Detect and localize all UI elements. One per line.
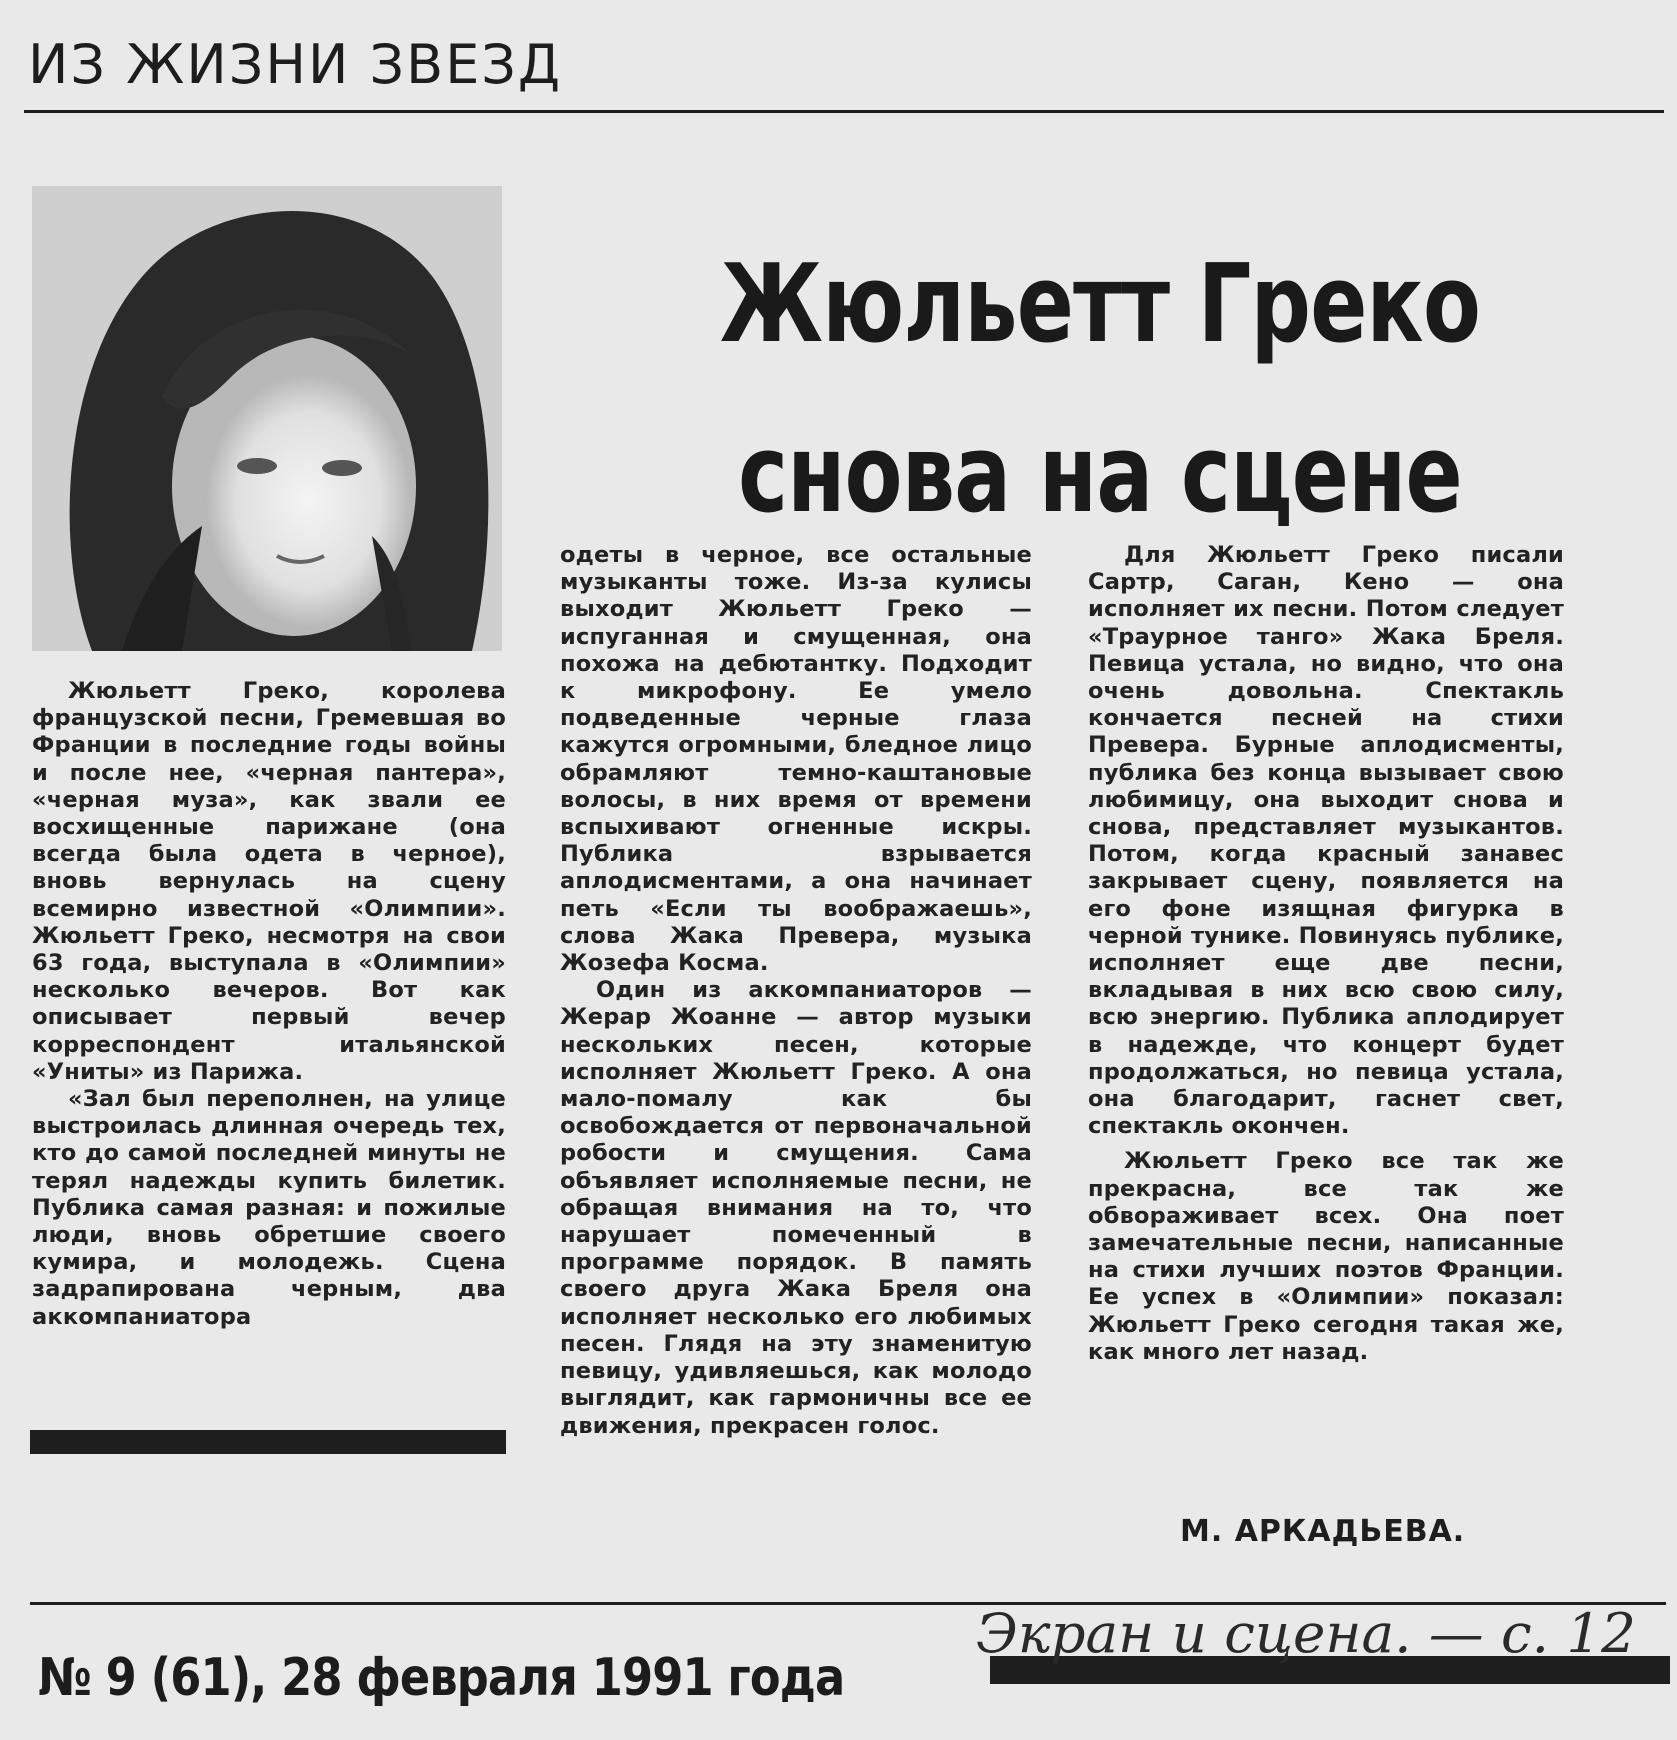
portrait-photo bbox=[32, 186, 502, 651]
paragraph: Один из аккомпаниаторов — Жерар Жоанне — автор музыки нескольких песен, которые исполняет Жюльетт Греко. А она мало-помалу как бы освобождается от первоначальной робости и смущения. Сама объявляет исполняемые песни, не обращая внимания на то, что нарушает помеченный в программе порядок. В память своего друга Жака Бреля она исполняет несколько его любимых песен. Глядя на эту знаменитую певицу, удивляешься, как молодо выглядит, как гармоничны все ее движения, прекрасен голос. bbox=[560, 977, 1032, 1439]
handwritten-note bbox=[970, 1590, 1650, 1685]
paragraph: одеты в черное, все остальные музыканты тоже. Из-за кулисы выходит Жюльетт Греко — испуганная и смущенная, она похожа на дебютантку. Подходит к микрофону. Ее умело подведенные черные глаза кажутся огромными, бледное лицо обрамляют темно-каштановые волосы, в них время от времени вспыхивают огненные искры. Публика взрывается аплодисментами, а она начинает петь «Если ты воображаешь», слова Жака Превера, музыка Жозефа Косма. bbox=[560, 542, 1032, 977]
paragraph: «Зал был переполнен, на улице выстроилась длинная очередь тех, кто до самой последней минуты не терял надежды купить билетик. Публика самая разная: и пожилые люди, вновь обретшие своего кумира, и молодежь. Сцена задрапирована черным, два аккомпаниатора bbox=[32, 1086, 506, 1330]
paragraph: Для Жюльетт Греко писали Сартр, Саган, Кено — она исполняет их песни. Потом следует «Траурное танго» Жака Бреля. Певица устала, но видно, что она очень довольна. Спектакль кончается песней на стихи Превера. Бурные аплодисменты, публика без конца вызывает свою любимицу, она выходит снова и снова, представляет музыкантов. Потом, когда красный занавес закрывает сцену, появляется на его фоне изящная фигурка в черной тунике. Повинуясь публике, исполняет еще две песни, вкладывая в них всю свою силу, всю энергию. Публика аплодирует в надежде, что концерт будет продолжаться, но певица устала, она благодарит, гаснет свет, спектакль окончен. bbox=[1088, 542, 1564, 1140]
rubric-heading: ИЗ ЖИЗНИ ЗВЕЗД bbox=[28, 33, 563, 96]
paragraph: Жюльетт Греко все так же прекрасна, все так же обвораживает всех. Она поет замечательные песни, написанные на стихи лучших поэтов Франции. Ее успех в «Олимпии» показал: Жюльетт Греко сегодня такая же, как много лет назад. bbox=[1088, 1148, 1564, 1365]
headline-line-2: снова на сцене bbox=[738, 412, 1462, 537]
top-rule bbox=[24, 110, 1664, 113]
handwritten-note-drawing bbox=[970, 1590, 1650, 1685]
paragraph: Жюльетт Греко, королева французской песни, Гремевшая во Франции в последние годы войны и после нее, «черная пантера», «черная муза», как звали ее восхищенные парижане (она всегда была одета в черное), вновь вернулась на сцену всемирно известной «Олимпии». Жюльетт Греко, несмотря на свои 63 года, выступала в «Олимпии» несколько вечеров. Вот как описывает первый вечер корреспондент итальянской «Униты» из Парижа. bbox=[32, 678, 506, 1085]
portrait-photo-icon bbox=[32, 186, 502, 651]
headline bbox=[710, 220, 1490, 560]
article-column-2 bbox=[560, 542, 1032, 1440]
author-signature: М. АРКАДЬЕВА. bbox=[1180, 1514, 1466, 1549]
column-1-end-bar bbox=[30, 1430, 506, 1454]
headline-line-1: Жюльетт Греко bbox=[719, 242, 1481, 367]
issue-date: № 9 (61), 28 февраля 1991 года bbox=[38, 1648, 845, 1708]
article-column-3 bbox=[1088, 542, 1564, 1366]
article-column-1 bbox=[32, 678, 506, 1331]
handwritten-note-text: Экран и сцена. — с. 12 bbox=[976, 1602, 1636, 1665]
